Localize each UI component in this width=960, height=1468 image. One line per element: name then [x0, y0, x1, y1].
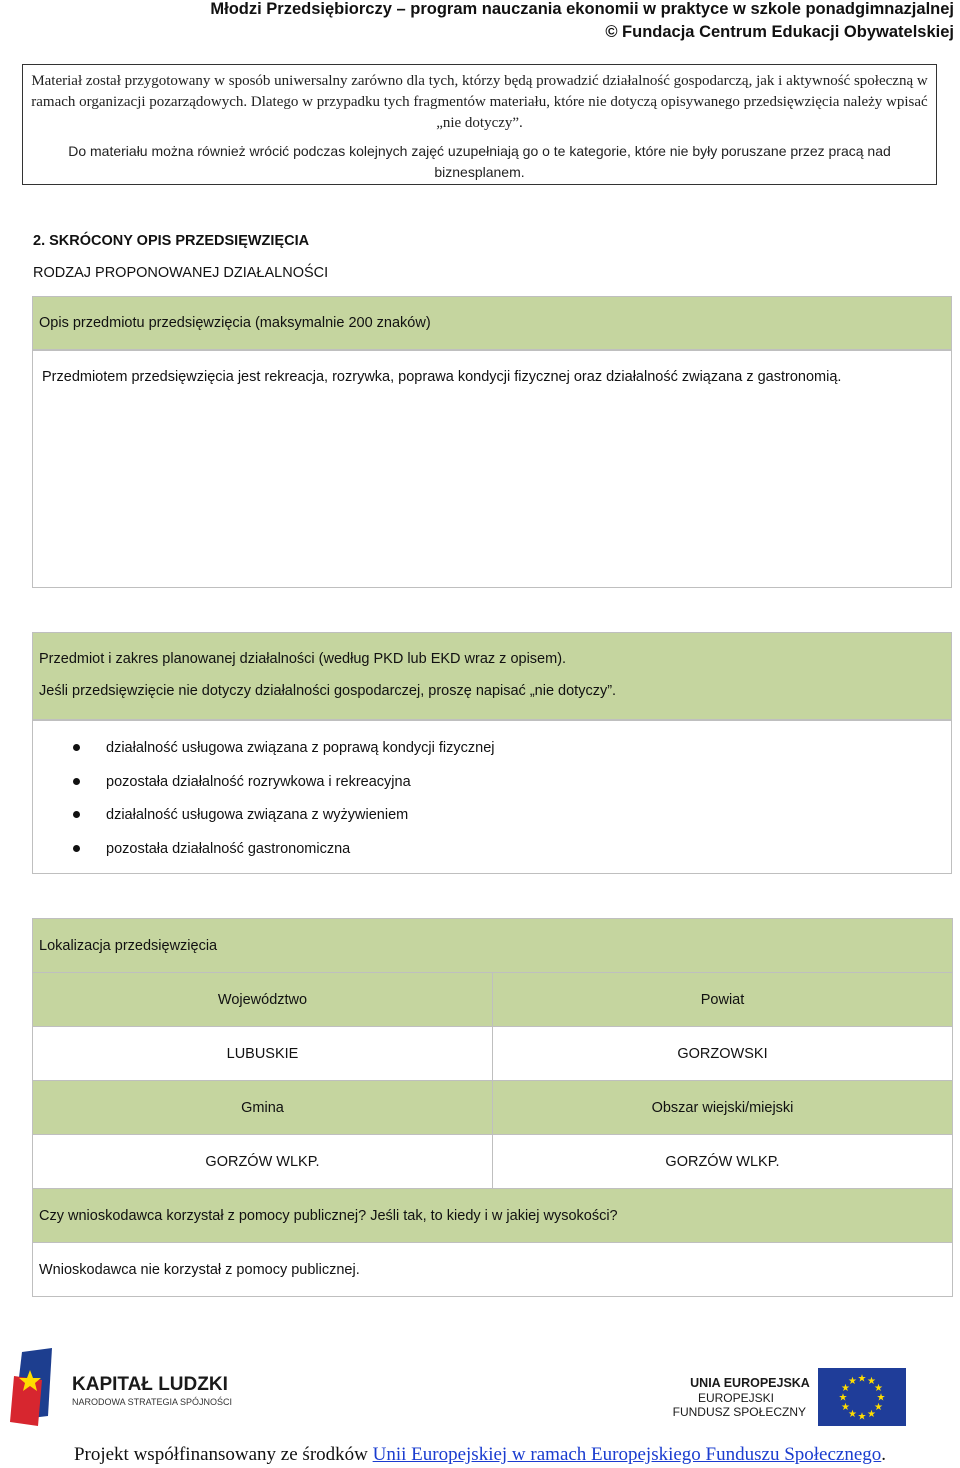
notice-box: [22, 64, 937, 185]
location-table: [32, 918, 953, 1297]
notice-paragraph-1: Materiał został przygotowany w sposób uniwersalny zarówno dla tych, którzy będą prowadzić działalność gospodarczą, jak i aktywność społeczną w ramach organizacji pozarządowych. Dlatego w przypadku tych fragmentów materiału, które nie dotyczą opisywanego przedsięwzięcia należy wpisać „nie dotyczy”.: [31, 73, 928, 131]
public-aid-question: Czy wnioskodawca korzystał z pomocy publicznej? Jeśli tak, to kiedy i w jakiej wysokości?: [33, 1189, 953, 1243]
eu-line2: EUROPEJSKI: [697, 1391, 774, 1405]
description-value-cell[interactable]: [32, 350, 952, 588]
eu-star-icon: ★: [874, 1402, 883, 1413]
section-title: 2. SKRÓCONY OPIS PRZEDSIĘWZIĘCIA: [33, 233, 310, 249]
scope-label-line2: Jeśli przedsięwzięcie nie dotyczy działalności gospodarczej, proszę napisać „nie dotyczy”.: [39, 683, 617, 699]
list-item-text: pozostała działalność gastronomiczna: [106, 840, 351, 857]
eu-line1: UNIA EUROPEJSKA: [690, 1376, 810, 1390]
eu-star-icon: ★: [867, 1376, 876, 1387]
kl-subtitle: NARODOWA STRATEGIA SPÓJNOŚCI: [72, 1397, 233, 1407]
voivodeship-value[interactable]: LUBUSKIE: [33, 1027, 493, 1081]
commune-label: Gmina: [33, 1081, 493, 1135]
list-item-text: pozostała działalność rozrywkowa i rekreacyjna: [106, 773, 411, 790]
table-row: [33, 1243, 953, 1297]
table-row: [33, 1135, 953, 1189]
table-row: [33, 973, 953, 1027]
list-item-text: działalność usługowa związana z poprawą kondycji fizycznej: [106, 740, 495, 756]
header-copyright: © Fundacja Centrum Edukacji Obywatelskiej: [605, 23, 954, 41]
county-value[interactable]: GORZOWSKI: [493, 1027, 953, 1081]
area-value[interactable]: GORZÓW WLKP.: [493, 1135, 953, 1189]
commune-value[interactable]: GORZÓW WLKP.: [33, 1135, 493, 1189]
eu-star-icon: ★: [857, 1411, 867, 1423]
scope-label-cell: [32, 632, 952, 720]
eu-star-icon: ★: [838, 1392, 848, 1404]
eu-line3: FUNDUSZ SPOŁECZNY: [672, 1405, 806, 1419]
list-item: [33, 737, 494, 771]
footer-suffix: .: [881, 1444, 887, 1465]
scope-list: [33, 737, 494, 871]
list-item-text: działalność usługowa związana z wyżywieniem: [106, 807, 409, 823]
notice-paragraph-2: Do materiału można również wrócić podczas kolejnych zajęć uzupełniają go o te kategorie, które nie były poruszane przez pracą nad biznesplanem.: [68, 143, 891, 180]
bullet-icon: [73, 845, 80, 852]
eu-star-icon: ★: [848, 1409, 857, 1420]
eu-efs-logo: [662, 1350, 924, 1430]
table-row: [33, 1027, 953, 1081]
eu-star-icon: ★: [841, 1383, 850, 1394]
kl-title: KAPITAŁ LUDZKI: [72, 1374, 228, 1395]
footer-prefix: Projekt współfinansowany ze środków: [73, 1444, 373, 1465]
footer-link[interactable]: Unii Europejskiej w ramach Europejskiego Funduszu Społecznego: [372, 1444, 882, 1465]
scope-label-line1: Przedmiot i zakres planowanej działalności (według PKD lub EKD wraz z opisem).: [39, 651, 567, 667]
table-row: [33, 919, 953, 973]
list-item: [33, 771, 494, 805]
eu-star-icon: ★: [848, 1376, 857, 1387]
scope-value-cell[interactable]: [32, 720, 952, 874]
description-value: Przedmiotem przedsięwzięcia jest rekreacja, rozrywka, poprawa kondycji fizycznej oraz działalność związana z gastronomią.: [42, 369, 842, 385]
list-item: [33, 804, 494, 838]
location-label: Lokalizacja przedsięwzięcia: [33, 919, 953, 973]
eu-star-icon: ★: [857, 1373, 867, 1385]
list-item: [33, 838, 494, 872]
section-subtitle: RODZAJ PROPONOWANEJ DZIAŁALNOŚCI: [33, 265, 329, 281]
bullet-icon: [73, 811, 80, 818]
county-label: Powiat: [493, 973, 953, 1027]
area-label: Obszar wiejski/miejski: [493, 1081, 953, 1135]
voivodeship-label: Województwo: [33, 973, 493, 1027]
description-label: Opis przedmiotu przedsięwzięcia (maksymalnie 200 znaków): [39, 315, 431, 331]
table-row: [33, 1189, 953, 1243]
table-row: [33, 1081, 953, 1135]
eu-star-icon: ★: [874, 1383, 883, 1394]
eu-star-icon: ★: [841, 1402, 850, 1413]
footer-note: [0, 1444, 960, 1466]
eu-star-icon: ★: [876, 1392, 886, 1404]
public-aid-answer[interactable]: Wnioskodawca nie korzystał z pomocy publicznej.: [33, 1243, 953, 1297]
bullet-icon: [73, 744, 80, 751]
eu-star-icon: ★: [867, 1409, 876, 1420]
description-label-cell: [32, 296, 952, 350]
kapital-ludzki-logo: [8, 1346, 248, 1428]
bullet-icon: [73, 778, 80, 785]
header-program-title: Młodzi Przedsiębiorczy – program nauczania ekonomii w praktyce w szkole ponadgimnazjalnej: [210, 0, 954, 18]
